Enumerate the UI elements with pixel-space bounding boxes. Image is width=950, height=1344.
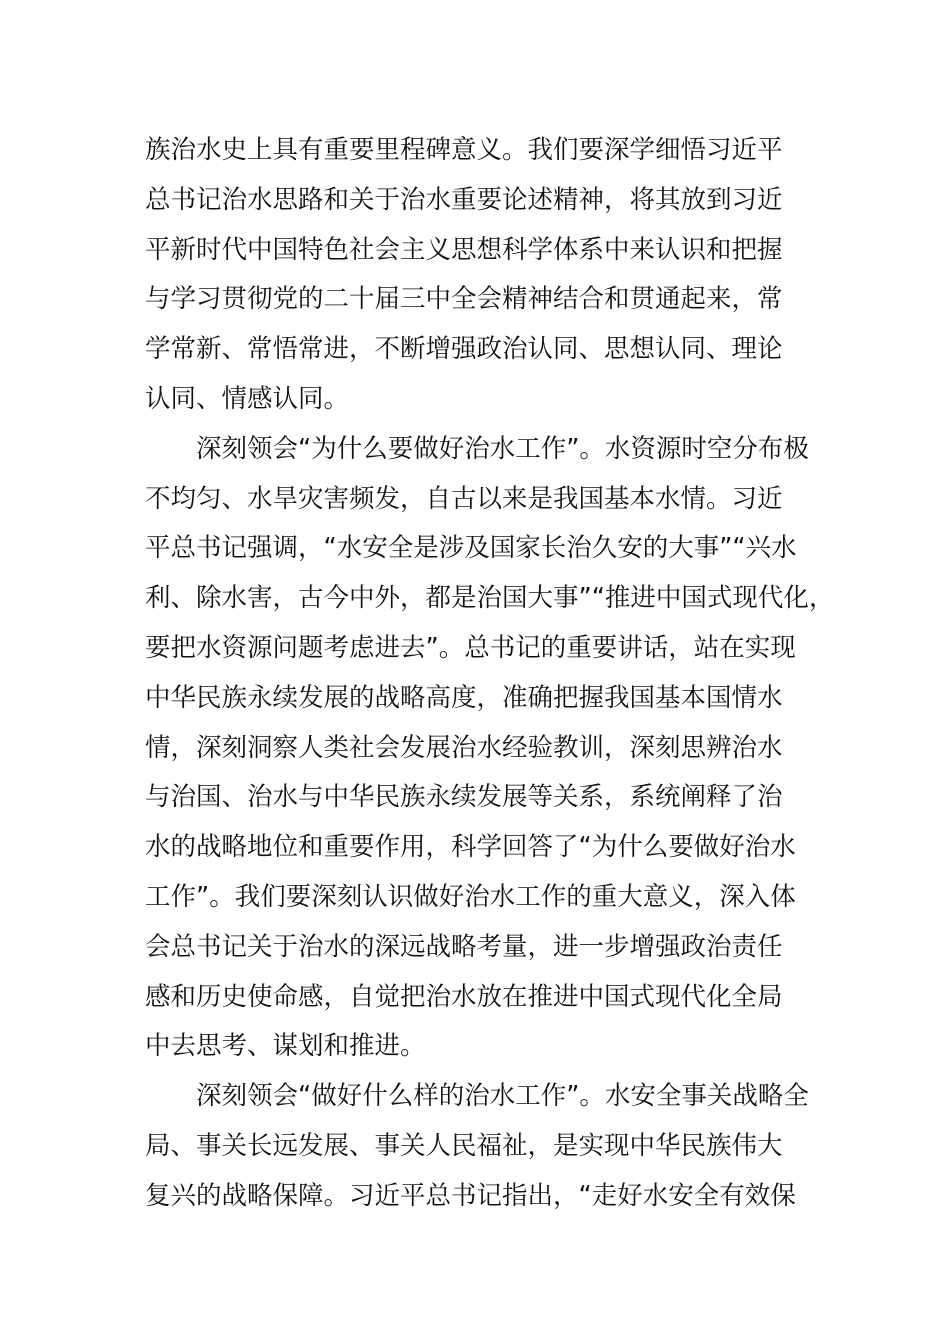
text-line: 局、事关长远发展、事关人民福祉，是实现中华民族伟大 (145, 1130, 783, 1161)
text-line: 中华民族永续发展的战略高度，准确把握我国基本国情水 (145, 682, 783, 713)
document-body (145, 126, 835, 1222)
text-line: 学常新、常悟常进，不断增强政治认同、思想认同、理论 (145, 334, 783, 365)
paragraph-first-line: 深刻领会“做好什么样的治水工作”。水安全事关战略全 (196, 1081, 809, 1112)
text-line: 水的战略地位和重要作用，科学回答了“为什么要做好治水 (145, 832, 796, 863)
text-line: 认同、情感认同。 (145, 383, 350, 414)
text-line: 会总书记关于治水的深远战略考量，进一步增强政治责任 (145, 931, 783, 962)
text-line: 要把水资源问题考虑进去”。总书记的重要讲话，站在实现 (145, 632, 796, 663)
text-line: 总书记治水思路和关于治水重要论述精神，将其放到习近 (145, 184, 783, 215)
text-line: 与学习贯彻党的二十届三中全会精神结合和贯通起来，常 (145, 284, 783, 315)
text-line: 不均匀、水旱灾害频发，自古以来是我国基本水情。习近 (145, 483, 783, 514)
text-line: 感和历史使命感，自觉把治水放在推进中国式现代化全局 (145, 981, 783, 1012)
text-line: 族治水史上具有重要里程碑意义。我们要深学细悟习近平 (145, 135, 783, 165)
text-line: 利、除水害，古今中外，都是治国大事”“推进中国式现代化， (145, 583, 835, 614)
text-line: 情，深刻洞察人类社会发展治水经验教训，深刻思辨治水 (145, 732, 783, 763)
text-line: 与治国、治水与中华民族永续发展等关系，系统阐释了治 (145, 782, 783, 813)
text-line: 平新时代中国特色社会主义思想科学体系中来认识和把握 (145, 234, 783, 265)
text-line: 中去思考、谋划和推进。 (145, 1031, 426, 1062)
text-line: 复兴的战略保障。习近平总书记指出，“走好水安全有效保 (145, 1180, 796, 1211)
text-line: 平总书记强调，“水安全是涉及国家长治久安的大事”“兴水 (145, 533, 797, 564)
text-line: 工作”。我们要深刻认识做好治水工作的重大意义，深入体 (145, 881, 796, 912)
paragraph-first-line: 深刻领会“为什么要做好治水工作”。水资源时空分布极 (196, 433, 809, 464)
